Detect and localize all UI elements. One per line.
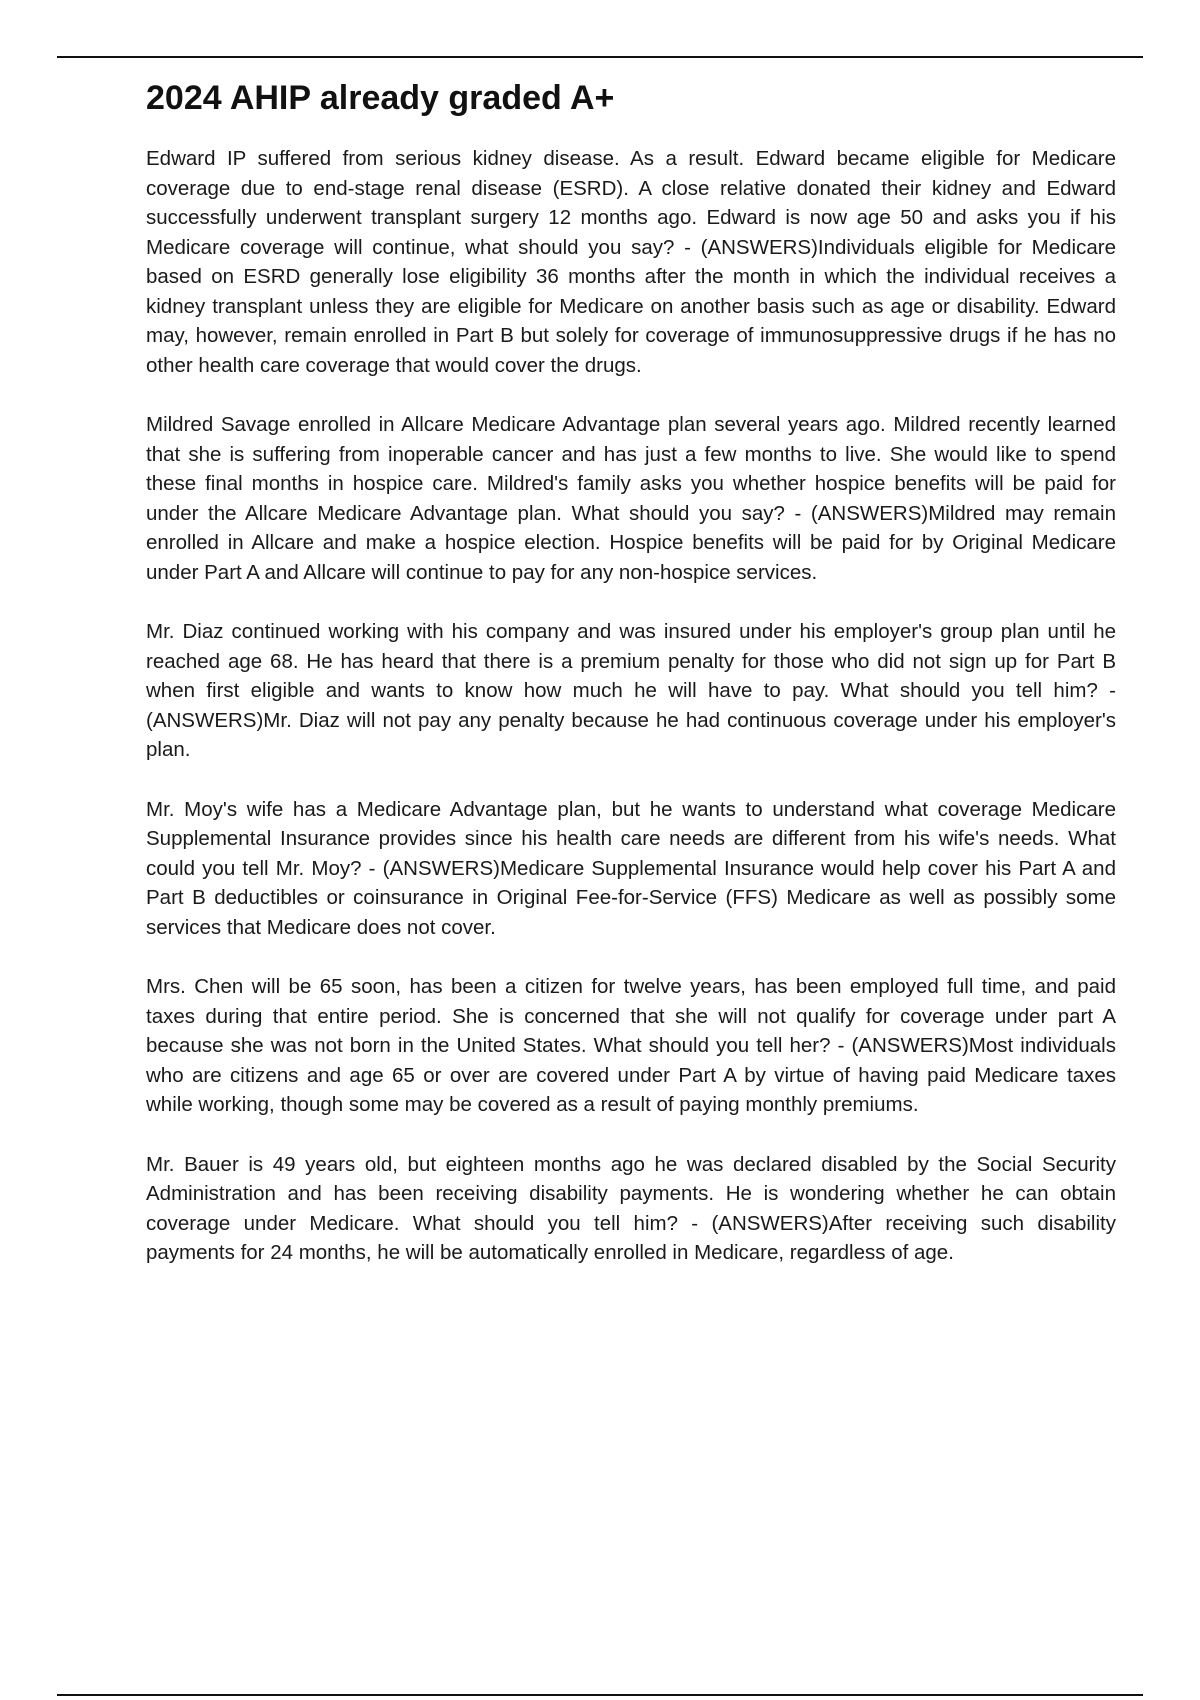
qa-item	[146, 795, 1116, 943]
document-body	[146, 74, 1116, 1298]
qa-item	[146, 144, 1116, 380]
question-text: Mr. Moy's wife has a Medicare Advantage plan, but he wants to understand what coverage Medicare Supplemental Insurance provides since his health care needs are different from his wife's needs. What could you tell Mr. Moy? -	[146, 797, 1116, 880]
question-text: Mr. Bauer is 49 years old, but eighteen months ago he was declared disabled by the Social Security Administration and has been receiving disability payments. He is wondering whether he can obtain coverage under Medicare. What should you tell him? -	[146, 1152, 1116, 1235]
answer-text: (ANSWERS)Individuals eligible for Medicare based on ESRD generally lose eligibility 36 months after the month in which the individual receives a kidney transplant unless they are eligible for Medicare on another basis such as age or disability. Edward may, however, remain enrolled in Part B but solely for coverage of immunosuppressive drugs if he has no other health care coverage that would cover the drugs.	[146, 235, 1116, 377]
header-divider	[57, 56, 1143, 58]
question-text: Mr. Diaz continued working with his company and was insured under his employer's group plan until he reached age 68. He has heard that there is a premium penalty for those who did not sign up for Part B when first eligible and wants to know how much he will have to pay. What should you tell him? -	[146, 620, 1116, 702]
question-text: Mildred Savage enrolled in Allcare Medicare Advantage plan several years ago. Mildred recently learned that she is suffering from inoperable cancer and has just a few months to live. She would like to spend these final months in hospice care. Mildred's family asks you whether hospice benefits will be paid for under the Allcare Medicare Advantage plan. What should you say? -	[146, 413, 1116, 525]
question-text: Mrs. Chen will be 65 soon, has been a citizen for twelve years, has been employed full time, and paid taxes during that entire period. She is concerned that she will not qualify for coverage under part A because she was not born in the United States. What should you tell her? -	[146, 975, 1116, 1057]
answer-text: (ANSWERS)Mr. Diaz will not pay any penalty because he had continuous coverage under his employer's plan.	[146, 708, 1116, 761]
answer-text: (ANSWERS)Medicare Supplemental Insurance would help cover his Part A and Part B deductibles or coinsurance in Original Fee-for-Service (FFS) Medicare as well as possibly some services that Medicare does not cover.	[146, 856, 1116, 939]
qa-item	[146, 972, 1116, 1120]
answer-text: (ANSWERS)Mildred may remain enrolled in Allcare and make a hospice election. Hospice benefits will be paid for by Original Medicare under Part A and Allcare will continue to pay for any non-hospice services.	[146, 501, 1116, 584]
document-title: 2024 AHIP already graded A+	[146, 79, 615, 117]
question-text: Edward IP suffered from serious kidney disease. As a result. Edward became eligible for Medicare coverage due to end-stage renal disease (ESRD). A close relative donated their kidney and Edward successfully underwent transplant surgery 12 months ago. Edward is now age 50 and asks you if his Medicare coverage will continue, what should you say? -	[146, 147, 1116, 259]
answer-text: (ANSWERS)After receiving such disability payments for 24 months, he will be automatically enrolled in Medicare, regardless of age.	[146, 1211, 1116, 1264]
answer-text: (ANSWERS)Most individuals who are citizens and age 65 or over are covered under Part A by virtue of having paid Medicare taxes while working, though some may be covered as a result of paying monthly premiums.	[146, 1034, 1116, 1116]
footer-divider	[57, 1694, 1143, 1696]
qa-item	[146, 410, 1116, 587]
qa-item	[146, 617, 1116, 765]
qa-item	[146, 1150, 1116, 1268]
